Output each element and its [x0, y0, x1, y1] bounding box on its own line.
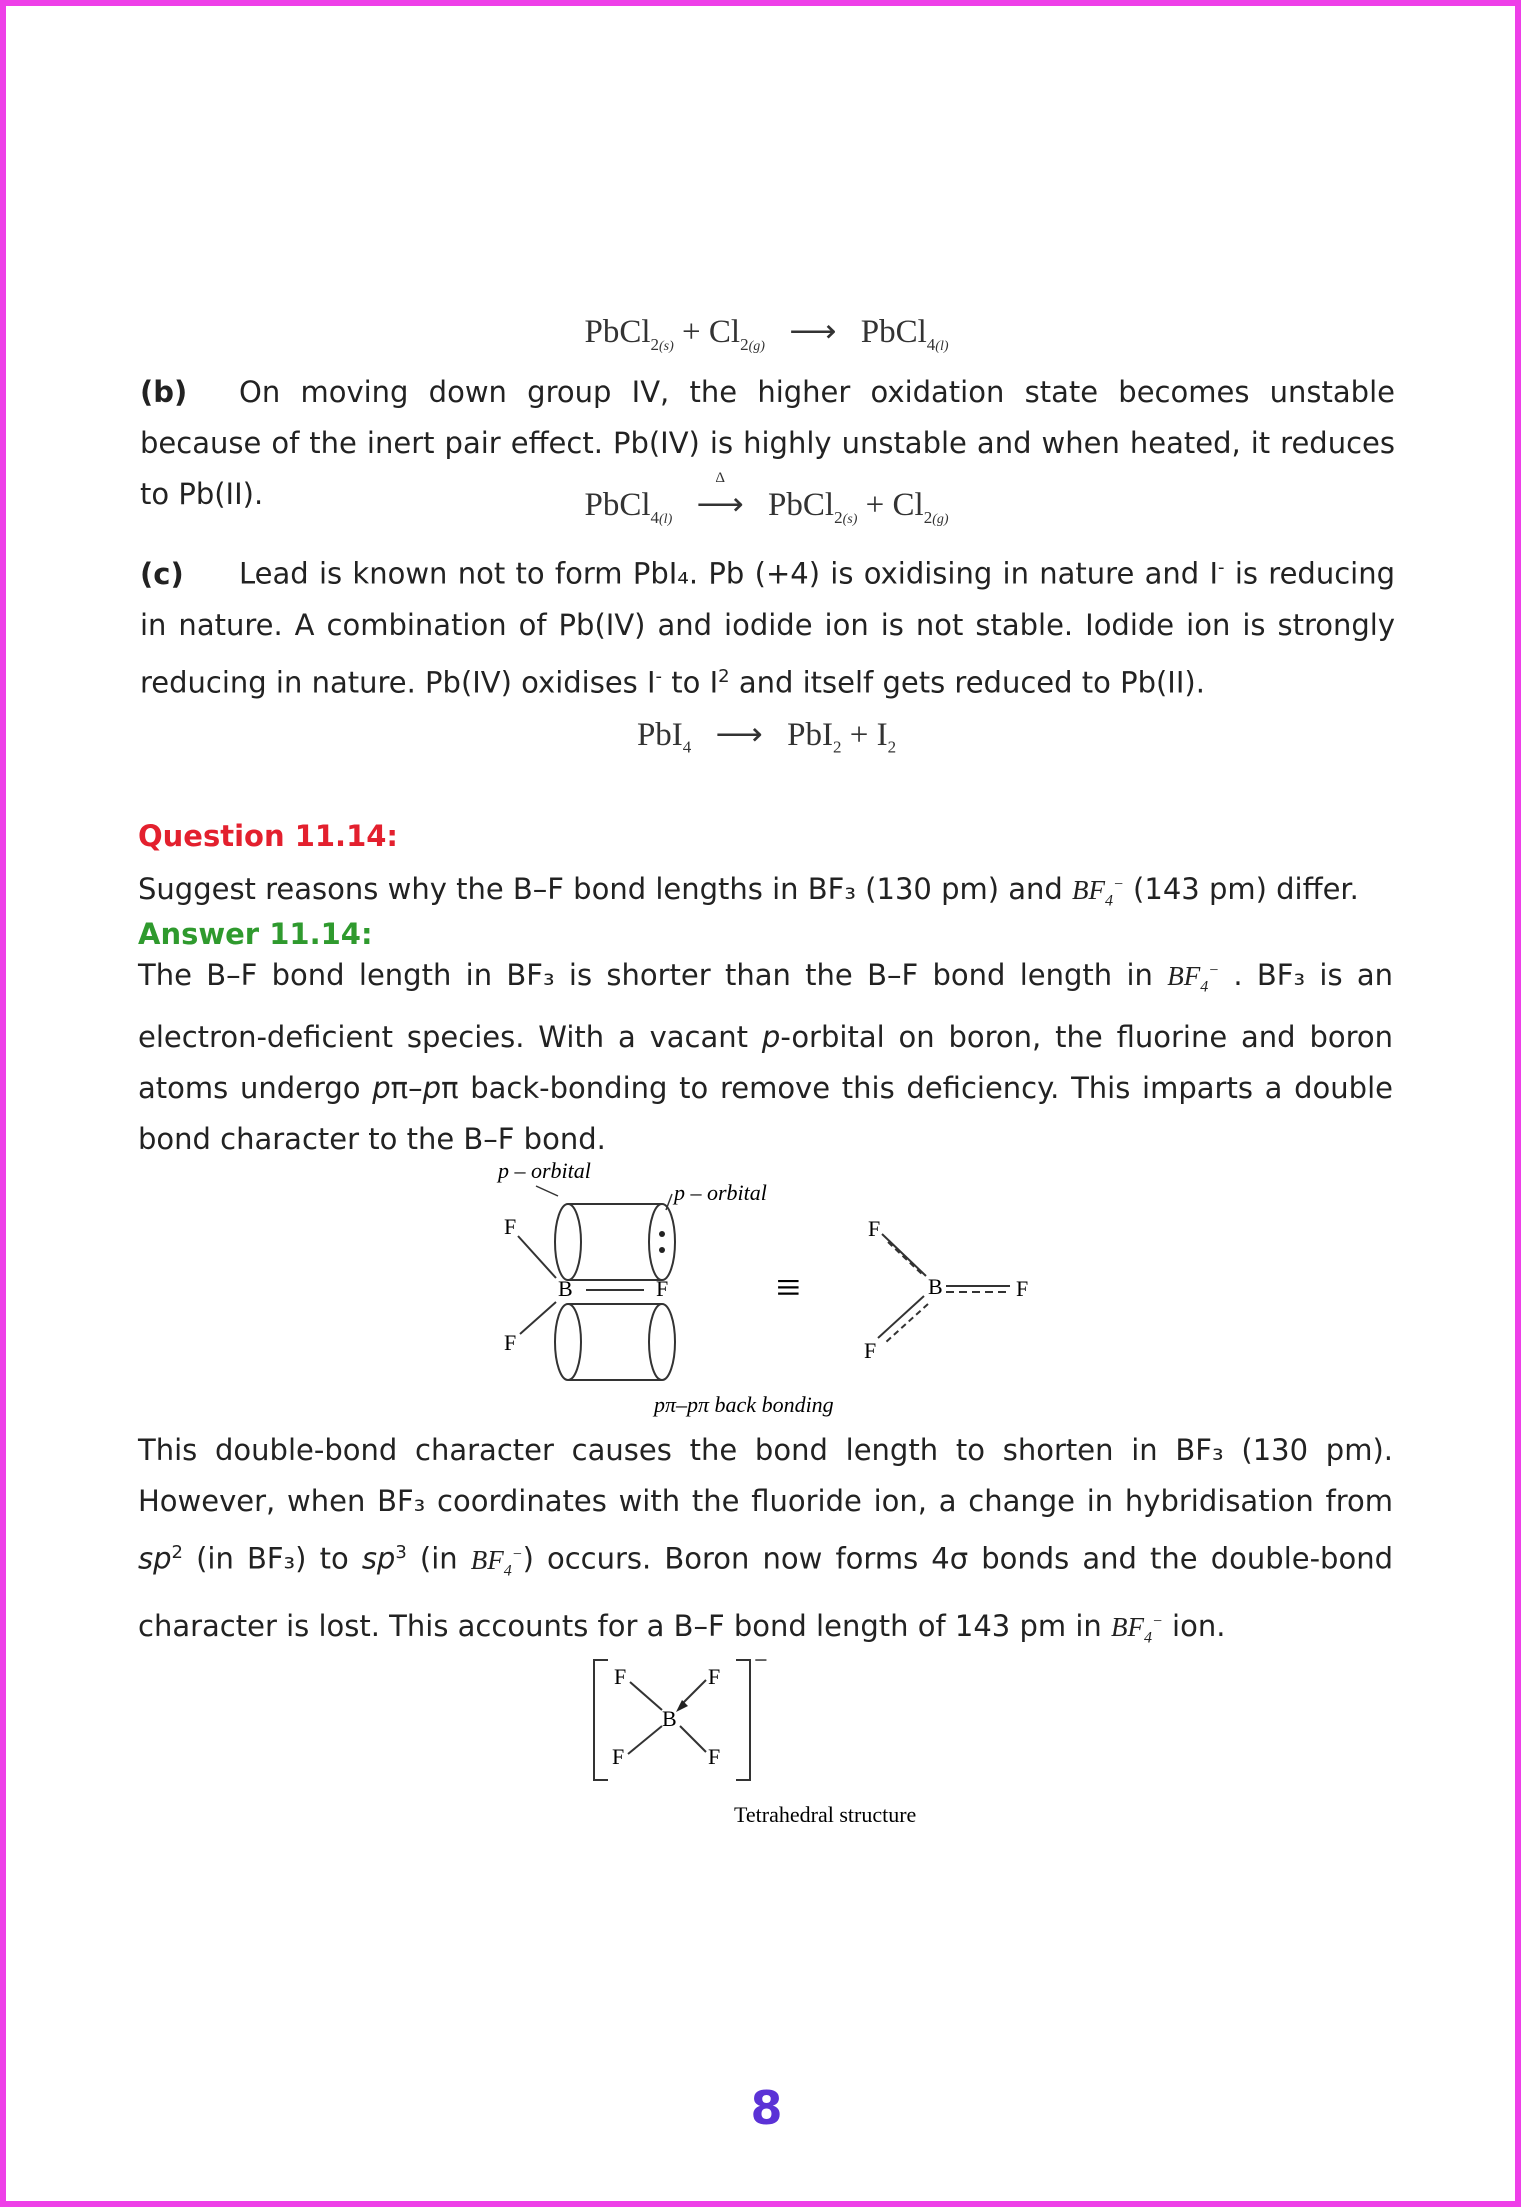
equation-pbcl4-decomposition: [6, 470, 1521, 528]
atom-f-bottom-right: F: [708, 1744, 721, 1769]
eq2-reactant: PbCl$_{4(l)}$: [584, 487, 673, 527]
atom-f-bottom: F: [504, 1330, 517, 1355]
part-b-text: On moving down group IV, the higher oxidation state becomes unstable because of the inert pair effect. Pb(IV) is highly unstable and when heated, it reduces to Pb(II).: [140, 375, 1395, 511]
eq2-product-1: PbCl$_{2(s)}$: [768, 487, 858, 527]
reaction-arrow-icon: ⟶: [789, 314, 837, 350]
part-c-label: (c): [140, 556, 184, 591]
eq3-reactant: PbI$_4$: [636, 717, 692, 757]
equivalence-symbol: ≡: [776, 1263, 801, 1312]
back-bonding-diagram: [476, 1154, 1096, 1424]
back-bonding-caption: pπ–pπ back bonding: [654, 1392, 834, 1417]
bf4-formula: $BF_4^-$: [1111, 1612, 1163, 1647]
equation-pbcl2-cl2: [6, 311, 1521, 355]
question-text: Suggest reasons why the B–F bond lengths in BF₃ (130 pm) and $BF_4^-$ (143 pm) differ.: [138, 872, 1359, 910]
equation-pbi4: [6, 714, 1521, 758]
atom-f-top-right: F: [868, 1216, 881, 1241]
answer-paragraph-1: The B–F bond length in BF₃ is shorter than the B–F bond length in $BF_4^-$ . BF₃ is an electron-deficient species. With a vacant p-orbital on boron, the fluorine and boron atoms undergo pπ–pπ back-bonding to remove this deficiency. This imparts a double bond character to the B–F bond.: [138, 958, 1394, 1157]
page-number: 8: [750, 2081, 783, 2135]
eq1-reactant: PbCl$_{2(s)}$: [584, 314, 674, 354]
atom-f-bottom-right: F: [864, 1338, 877, 1363]
part-c-paragraph: (c) Lead is known not to form PbI₄. Pb (+4) is oxidising in nature and I- is reducing in nature. A combination of Pb(IV) and iodide ion is not stable. Iodide ion is strongly reducing in nature. Pb(IV) oxidises I- to $I^2$ and itself gets reduced to Pb(II).: [140, 542, 1395, 708]
answer-heading: Answer 11.14:: [138, 917, 373, 951]
eq1-reactant-2: $Cl_{2(g)}$: [708, 314, 765, 354]
heat-arrow-icon: Δ ⟶: [696, 470, 744, 523]
bf4-formula: $BF_4^-$: [470, 1544, 523, 1580]
question-heading: Question 11.14:: [138, 819, 399, 853]
reaction-arrow-icon: ⟶: [715, 717, 763, 753]
plus-sign: +: [849, 717, 869, 753]
atom-b-right: B: [928, 1274, 943, 1299]
tetrahedral-structure-diagram: [586, 1646, 966, 1846]
atom-f-top: F: [504, 1214, 517, 1239]
plus-sign: +: [865, 487, 885, 523]
p-orbital-label-right: p – orbital: [674, 1180, 767, 1205]
atom-f-top-left: F: [614, 1664, 627, 1689]
atom-f-right-2: F: [1016, 1276, 1029, 1301]
bf4-formula: $BF_4^-$: [1167, 961, 1220, 996]
atom-b-center: B: [662, 1706, 677, 1731]
eq2-product-2: $Cl_{2(g)}$: [892, 487, 949, 527]
eq3-product-1: PbI$_2$: [787, 717, 842, 757]
upper-p-orbitals: [555, 1204, 675, 1280]
plus-sign: +: [682, 314, 701, 350]
atom-f-bottom-left: F: [612, 1744, 625, 1769]
eq1-product: PbCl$_{4(l)}$: [860, 314, 949, 354]
atom-b: B: [558, 1276, 573, 1301]
atom-f-top-right: F: [708, 1664, 721, 1689]
charge-sign: −: [754, 1648, 768, 1674]
bf4-formula: $BF_4^-$: [1072, 875, 1124, 910]
tetrahedral-caption: Tetrahedral structure: [734, 1802, 917, 1827]
p-orbital-label-left: p – orbital: [498, 1158, 591, 1183]
eq3-product-2: $I_2$: [876, 717, 897, 757]
lower-p-orbitals: [555, 1304, 675, 1380]
part-b-label: (b): [140, 375, 188, 409]
atom-f-right: F: [656, 1276, 669, 1301]
answer-paragraph-2: This double-bond character causes the bond length to shorten in BF₃ (130 pm). However, when BF₃ coordinates with the fluoride ion, a change in hybridisation from $sp^2$ (in BF₃) to $sp^3$ (in $BF_4^-$) occurs. Boron now forms 4σ bonds and the double-bond character is lost. This accounts for a B–F bond length of 143 pm in $BF_4^-$ ion.: [138, 1433, 1393, 1647]
